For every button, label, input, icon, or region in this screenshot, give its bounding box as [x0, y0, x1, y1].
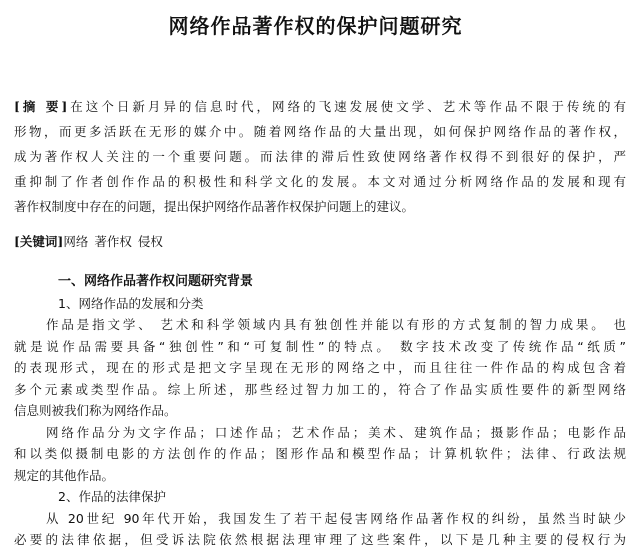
abstract-line: 形物，而更多活跃在无形的媒介中。随着网络作品的大量出现，如何保护网络作品的著作权， [14, 124, 626, 139]
paper-title: 网络作品著作权的保护问题研究 [168, 14, 463, 38]
paragraph-line: 的表现形式，现在的形式是把文字呈现在无形的网络之中，而且往往一件作品的构成包含着 [14, 360, 626, 375]
paragraph-line: 从 20世纪 90年代开始，我国发生了若干起侵害网络作品著作权的纠纷，虽然当时缺少 [46, 510, 626, 526]
paragraph-line: 规定的其他作品。 [14, 467, 115, 483]
subsection-heading: 2、作品的法律保护 [58, 489, 166, 504]
paragraph-line: 网络作品分为文字作品；口述作品；艺术作品；美术、建筑作品；摄影作品；电影作品 [46, 424, 626, 440]
section-heading: 一、网络作品著作权问题研究背景 [58, 274, 254, 289]
subsection-heading: 1、网络作品的发展和分类 [58, 295, 204, 311]
paragraph-line: 和以类似摄制电影的方法创作的作品；图形作品和模型作品；计算机软件；法律、行政法规 [14, 446, 626, 461]
abstract-tag: [摘 要] [14, 99, 68, 114]
abstract-line: 成为著作权人关注的一个重要问题。而法律的滞后性致使网络著作权得不到很好的保护，严 [14, 149, 626, 164]
keyword: 著作权 [94, 234, 132, 249]
body-text [14, 271, 626, 551]
keywords-tag: [关键词] [14, 234, 64, 249]
keyword: 网络 [63, 234, 89, 249]
abstract-line: 重抑制了作者创作作品的积极性和科学文化的发展。本文对通过分析网络作品的发展和现有 [14, 174, 626, 189]
abstract-line: 著作权制度中存在的问题，提出保护网络作品著作权保护问题上的建议。 [14, 199, 415, 214]
paragraph-line: 作品是指文学、 艺术和科学领域内具有独创性并能以有形的方式复制的智力成果。 也 [46, 317, 626, 332]
keywords-block [14, 229, 169, 254]
paragraph-line: 就是说作品需要具备“独创性”和“可复制性”的特点。 数字技术改变了传统作品“纸质” [14, 338, 626, 354]
paragraph-line: 信息则被我们称为网络作品。 [14, 403, 177, 418]
paragraph-line: 必要的法律依据，但受诉法院依然根据法理审理了这些案件，以下是几种主要的侵权行为 [14, 532, 626, 547]
abstract-block [14, 94, 626, 219]
keyword: 侵权 [137, 234, 163, 249]
abstract-line: [摘 要]在这个日新月异的信息时代，网络的飞速发展使文学、艺术等作品不限于传统的有 [14, 99, 626, 114]
paragraph-line: 多个元素或类型作品。综上所述，那些经过智力加工的，符合了作品实质性要件的新型网络 [14, 381, 626, 397]
